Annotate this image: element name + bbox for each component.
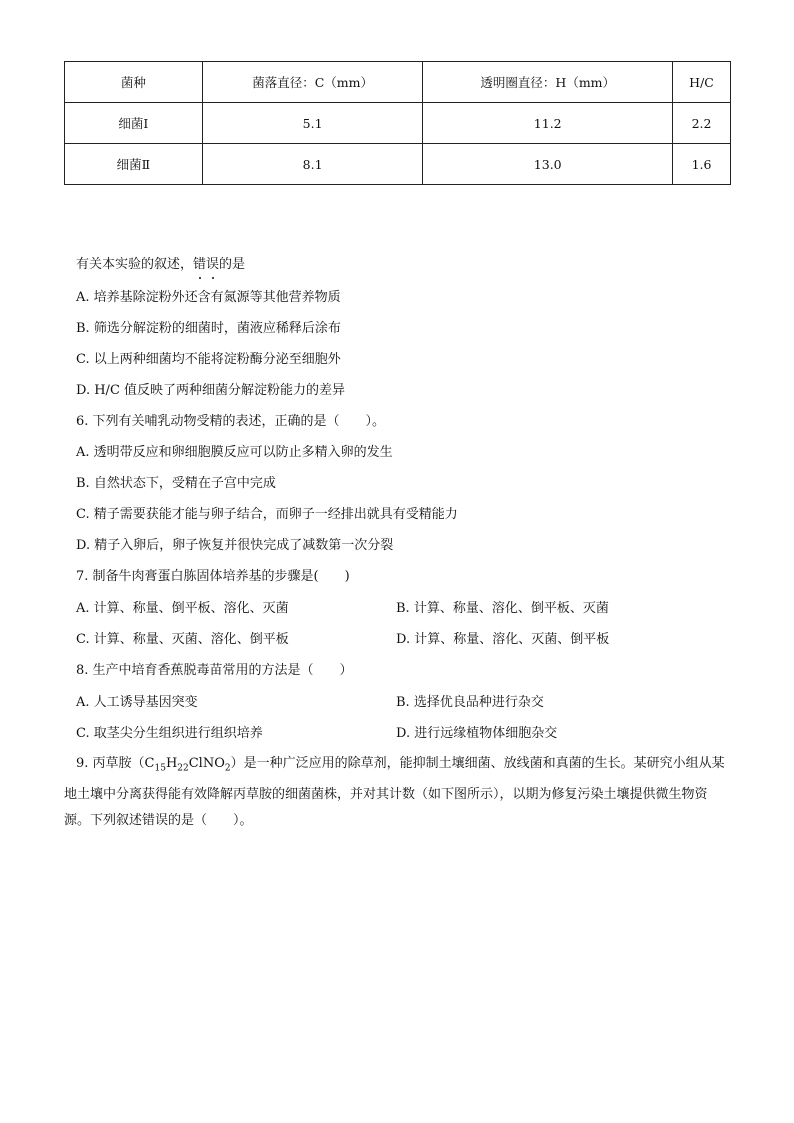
table-row bbox=[65, 144, 731, 185]
q8-stem: 8. 生产中培育香蕉脱毒苗常用的方法是（ ） bbox=[76, 663, 353, 678]
q8-option-b: B. 选择优良品种进行杂交 bbox=[396, 695, 544, 710]
table-header-cell: 透明圈直径：H（mm） bbox=[423, 62, 673, 103]
table-header-row bbox=[65, 62, 731, 103]
table-header-cell: 菌落直径：C（mm） bbox=[202, 62, 423, 103]
q8-option-a: A. 人工诱导基因突变 bbox=[76, 695, 198, 710]
table-cell: 1.6 bbox=[673, 144, 731, 185]
q8-options-row bbox=[76, 724, 558, 744]
table-cell: 13.0 bbox=[423, 144, 673, 185]
q9-subscript: 15 bbox=[154, 763, 166, 774]
q9-text: ）是一种广泛应用的除草剂，能抑制土壤细菌、放线菌和真菌的生长。某研究小组从某地土壤中分离获得能有效降解丙草胺的细菌菌株，并对其计数（如下图所示），以期为修复污染土壤提供微生物资源。下列叙述错误的是（ ）。 bbox=[64, 756, 725, 828]
q5-stem bbox=[76, 255, 245, 275]
table-header-cell: H/C bbox=[673, 62, 731, 103]
table-header-cell: 菌种 bbox=[65, 62, 203, 103]
q5-option-d: D. H/C 值反映了两种细菌分解淀粉能力的差异 bbox=[76, 383, 346, 398]
q5-option-a: A. 培养基除淀粉外还含有氮源等其他营养物质 bbox=[76, 290, 341, 305]
table-cell: 5.1 bbox=[202, 103, 423, 144]
q7-options-row bbox=[76, 630, 610, 650]
q5-emphasis: 错 bbox=[193, 255, 206, 275]
q8-option-d: D. 进行远缘植物体细胞杂交 bbox=[396, 726, 558, 741]
q7-option-b: B. 计算、称量、溶化、倒平板、灭菌 bbox=[396, 601, 609, 616]
q7-options-row bbox=[76, 599, 609, 619]
q9-text: H bbox=[165, 756, 178, 771]
q5-option-c: C. 以上两种细菌均不能将淀粉酶分泌至细胞外 bbox=[76, 352, 341, 367]
q5-emphasis: 误 bbox=[206, 255, 219, 275]
q9-text: ClNO bbox=[188, 756, 225, 771]
table-cell: 细菌Ⅱ bbox=[65, 144, 203, 185]
q8-option-c: C. 取茎尖分生组织进行组织培养 bbox=[76, 726, 263, 741]
q6-option-d: D. 精子入卵后，卵子恢复并很快完成了减数第一次分裂 bbox=[76, 538, 394, 553]
table-row bbox=[65, 103, 731, 144]
q9-subscript: 22 bbox=[177, 763, 189, 774]
q9-subscript: 2 bbox=[224, 763, 231, 774]
q6-option-b: B. 自然状态下，受精在子宫中完成 bbox=[76, 476, 276, 491]
q5-option-b: B. 筛选分解淀粉的细菌时，菌液应稀释后涂布 bbox=[76, 321, 341, 336]
q9-text: 9. 丙草胺（C bbox=[76, 756, 155, 771]
table-cell: 11.2 bbox=[423, 103, 673, 144]
q6-stem: 6. 下列有关哺乳动物受精的表述，正确的是（ ）。 bbox=[76, 414, 386, 429]
q6-option-a: A. 透明带反应和卵细胞膜反应可以防止多精入卵的发生 bbox=[76, 445, 393, 460]
table-cell: 2.2 bbox=[673, 103, 731, 144]
q8-options-row bbox=[76, 693, 544, 713]
bacteria-table bbox=[64, 61, 731, 185]
q5-stem-text: 的是 bbox=[219, 257, 246, 272]
q7-option-a: A. 计算、称量、倒平板、溶化、灭菌 bbox=[76, 601, 289, 616]
table-cell: 8.1 bbox=[202, 144, 423, 185]
q9-paragraph bbox=[64, 751, 731, 834]
q7-option-c: C. 计算、称量、灭菌、溶化、倒平板 bbox=[76, 632, 289, 647]
q7-stem: 7. 制备牛肉膏蛋白胨固体培养基的步骤是( ) bbox=[76, 569, 350, 584]
q7-option-d: D. 计算、称量、溶化、灭菌、倒平板 bbox=[396, 632, 610, 647]
q5-stem-text: 有关本实验的叙述， bbox=[76, 257, 194, 272]
table-cell: 细菌Ⅰ bbox=[65, 103, 203, 144]
q6-option-c: C. 精子需要获能才能与卵子结合，而卵子一经排出就具有受精能力 bbox=[76, 507, 458, 522]
